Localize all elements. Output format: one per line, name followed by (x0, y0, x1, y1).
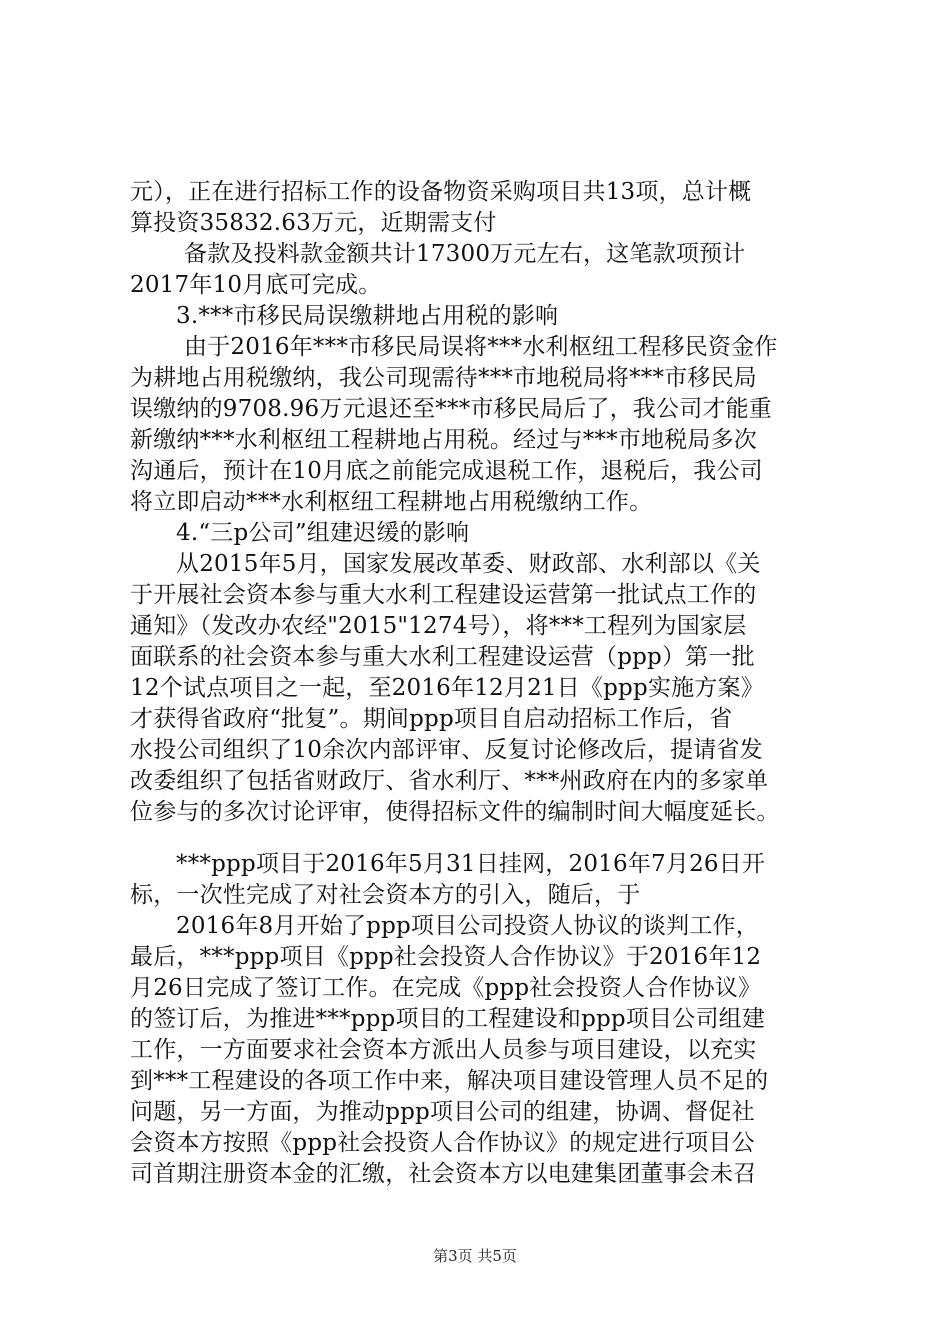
text-line: 由于2016年***市移民局误将***水利枢纽工程移民资金作 (184, 334, 778, 360)
page-footer: 第3页 共5页 (433, 1247, 517, 1265)
text-line: 2017年10月底可完成。 (130, 272, 382, 298)
text-line: 误缴纳的9708.96万元退还至***市移民局后了，我公司才能重 (130, 396, 773, 422)
text-line: 于开展社会资本参与重大水利工程建设运营第一批试点工作的 (130, 582, 757, 608)
text-line: 月26日完成了签订工作。在完成《ppp社会投资人合作协议》 (130, 975, 762, 1001)
text-line: 工作，一方面要求社会资本方派出人员参与项目建设，以充实 (130, 1037, 757, 1063)
text-line: 标，一次性完成了对社会资本方的引入，随后，于 (130, 882, 641, 908)
text-line: ***ppp项目于2016年5月31日挂网，2016年7月26日开 (176, 851, 766, 877)
section-heading: 4.“三p公司”组建迟缓的影响 (176, 520, 470, 546)
text-line: 算投资35832.63万元，近期需支付 (130, 210, 497, 236)
text-line: 为耕地占用税缴纳，我公司现需待***市地税局将***市移民局 (130, 365, 757, 391)
text-line: 备款及投料款金额共计17300万元左右，这笔款项预计 (184, 241, 746, 267)
text-line: 通知》（发改办农经"2015"1274号），将***工程列为国家层 (130, 613, 747, 639)
text-line: 2016年8月开始了ppp项目公司投资人协议的谈判工作， (176, 913, 759, 939)
text-line: 从2015年5月，国家发展改革委、财政部、水利部以《关 (176, 551, 761, 577)
section-heading: 3.***市移民局误缴耕地占用税的影响 (176, 303, 559, 329)
text-line: 问题，另一方面，为推动ppp项目公司的组建，协调、督促社 (130, 1099, 755, 1125)
text-line: 面联系的社会资本参与重大水利工程建设运营（ppp）第一批 (130, 644, 755, 670)
text-line: 元），正在进行招标工作的设备物资采购项目共13项，总计概 (130, 179, 752, 205)
text-line: 的签订后，为推进***ppp项目的工程建设和ppp项目公司组建 (130, 1006, 766, 1032)
text-line: 位参与的多次讨论评审，使得招标文件的编制时间大幅度延长。 (130, 799, 780, 825)
text-line: 12个试点项目之一起，至2016年12月21日《ppp实施方案》 (130, 675, 764, 701)
text-line: 改委组织了包括省财政厅、省水利厅、***州政府在内的多家单 (130, 768, 769, 794)
text-line: 会资本方按照《ppp社会投资人合作协议》的规定进行项目公 (130, 1130, 755, 1156)
text-line: 沟通后，预计在10月底之前能完成退税工作，退税后，我公司 (130, 458, 763, 484)
text-line: 司首期注册资本金的汇缴，社会资本方以电建集团董事会未召 (130, 1161, 757, 1187)
text-line: 到***工程建设的各项工作中来，解决项目建设管理人员不足的 (130, 1068, 769, 1094)
text-line: 将立即启动***水利枢纽工程耕地占用税缴纳工作。 (130, 489, 653, 515)
text-line: 才获得省政府“批复”。期间ppp项目自启动招标工作后，省 (130, 706, 733, 732)
text-line: 最后，***ppp项目《ppp社会投资人合作协议》于2016年12 (130, 944, 762, 970)
text-line: 水投公司组织了10余次内部评审、反复讨论修改后，提请省发 (130, 737, 763, 763)
text-line: 新缴纳***水利枢纽工程耕地占用税。经过与***市地税局多次 (130, 427, 757, 453)
